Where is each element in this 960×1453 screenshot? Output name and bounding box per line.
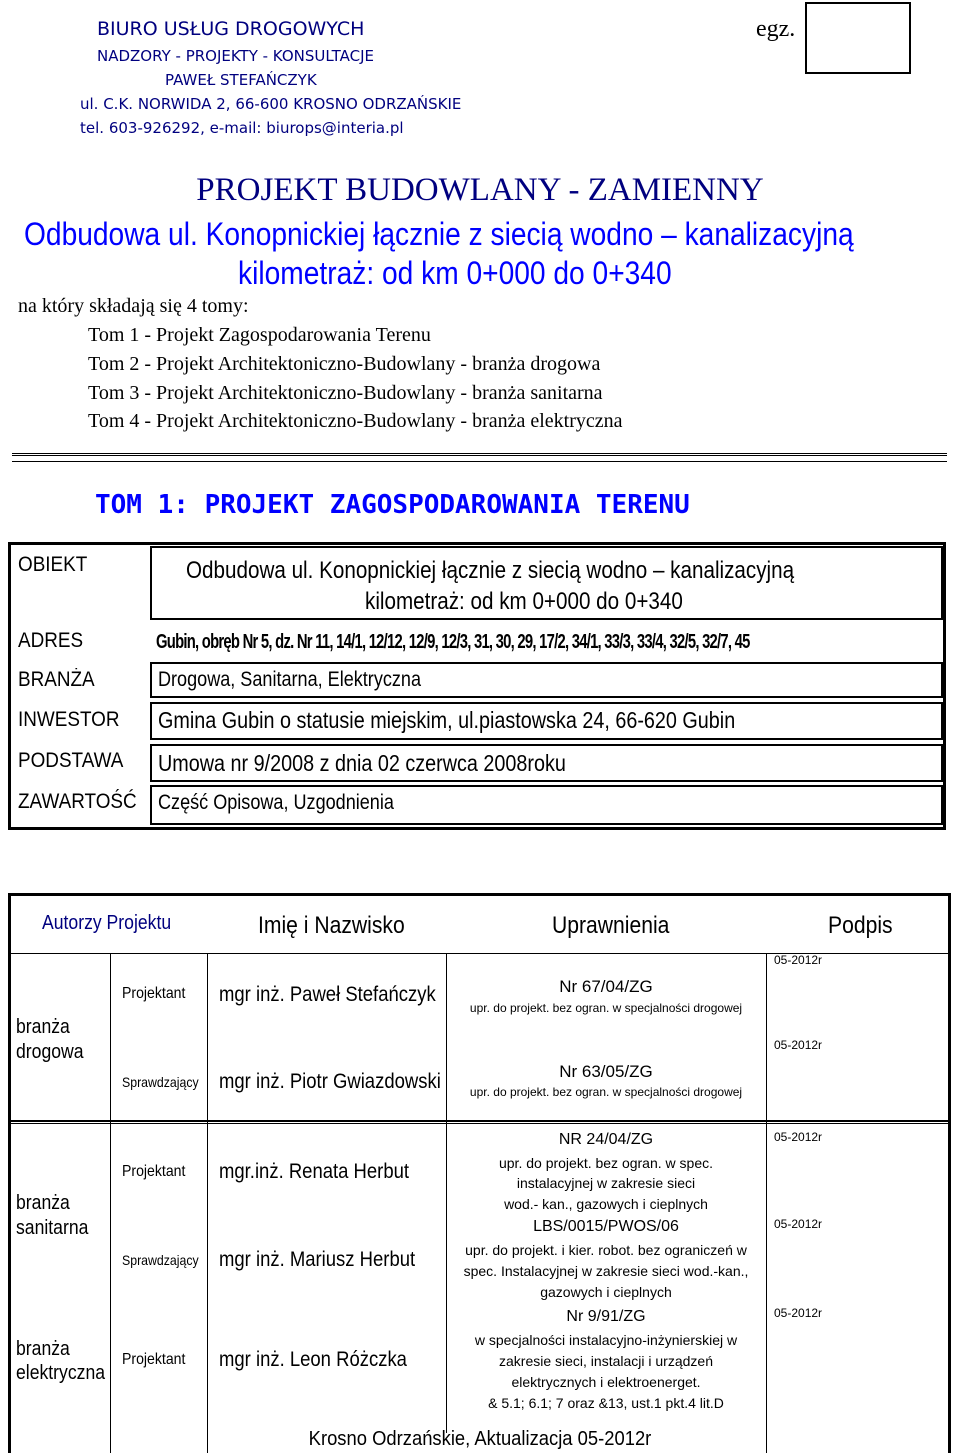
permission-desc: upr. do projekt. i kier. robot. bez ograniczeń w	[465, 1242, 747, 1258]
volumes-intro: na który składają się 4 tomy:	[18, 295, 249, 317]
author-name: mgr.inż. Renata Herbut	[219, 1160, 410, 1183]
branch-name: branża	[16, 1338, 70, 1360]
podstawa-value: Umowa nr 9/2008 z dnia 02 czerwca 2008roku	[158, 750, 566, 776]
branza-label: BRANŻA	[18, 668, 95, 691]
permission-desc: upr. do projekt. bez ogran. w specjalności drogowej	[469, 1001, 743, 1015]
volume-heading: TOM 1: PROJEKT ZAGOSPODAROWANIA TERENU	[95, 490, 690, 520]
permission-number: Nr 63/05/ZG	[559, 1062, 653, 1081]
zawartosc-label: ZAWARTOŚĆ	[18, 790, 137, 813]
role: Projektant	[122, 1351, 186, 1368]
volume-item: Tom 4 - Projekt Architektoniczno-Budowlany - branża elektryczna	[88, 410, 623, 432]
zawartosc-value: Część Opisowa, Uzgodnienia	[158, 791, 394, 814]
volume-item: Tom 1 - Projekt Zagospodarowania Terenu	[88, 324, 431, 346]
permission-number: Nr 67/04/ZG	[559, 977, 653, 996]
sign-date: 05-2012r	[774, 1038, 823, 1052]
inwestor-value: Gmina Gubin o statusie miejskim, ul.piastowska 24, 66-620 Gubin	[158, 707, 736, 733]
company-address: ul. C.K. NORWIDA 2, 66-600 KROSNO ODRZAŃSKIE	[80, 95, 462, 113]
footer-place-date: Krosno Odrzańskie, Aktualizacja 05-2012r	[308, 1428, 652, 1450]
role: Projektant	[122, 985, 186, 1002]
project-range: kilometraż: od km 0+000 do 0+340	[238, 255, 672, 291]
obiekt-line1: Odbudowa ul. Konopnickiej łącznie z siecią wodno – kanalizacyjną	[186, 557, 795, 584]
author-name: mgr inż. Piotr Gwiazdowski	[219, 1070, 441, 1093]
role: Sprawdzający	[122, 1252, 199, 1268]
permission-desc: zakresie sieci, instalacji i urządzeń	[499, 1353, 713, 1369]
sign-date: 05-2012r	[774, 953, 823, 967]
permission-desc: w specjalności instalacyjno-inżynierskiej w	[474, 1332, 738, 1348]
sign-date: 05-2012r	[774, 1306, 823, 1320]
company-contact: tel. 603-926292, e-mail: biurops@interia.pl	[80, 119, 404, 137]
section-divider	[12, 453, 947, 456]
header-authors: Autorzy Projektu	[42, 912, 172, 934]
branch-name: elektryczna	[16, 1362, 106, 1384]
inwestor-label: INWESTOR	[18, 708, 120, 731]
branch-name: branża	[16, 1192, 70, 1214]
copy-number-box	[805, 2, 911, 74]
obiekt-line2: kilometraż: od km 0+000 do 0+340	[365, 588, 683, 615]
role: Sprawdzający	[122, 1074, 199, 1090]
header-name: Imię i Nazwisko	[258, 912, 405, 939]
permission-number: LBS/0015/PWOS/06	[533, 1218, 679, 1235]
permission-number: NR 24/04/ZG	[558, 1131, 654, 1148]
adres-value: Gubin, obręb Nr 5, dz. Nr 11, 14/1, 12/12, 12/9, 12/3, 31, 30, 29, 17/2, 34/1, 33/3, 33/4, 32/5, 32/7, 45	[156, 631, 750, 653]
podstawa-label: PODSTAWA	[18, 749, 124, 772]
branch-name: branża	[16, 1016, 70, 1038]
author-name: mgr inż. Mariusz Herbut	[219, 1248, 416, 1271]
volume-item: Tom 3 - Projekt Architektoniczno-Budowlany - branża sanitarna	[88, 382, 603, 404]
permission-desc: elektrycznych i elektroenerget.	[511, 1374, 701, 1390]
permission-desc: upr. do projekt. bez ogran. w spec.	[498, 1155, 713, 1171]
branch-name: drogowa	[16, 1041, 84, 1063]
author-name: mgr inż. Leon Różczka	[219, 1348, 407, 1371]
project-title: PROJEKT BUDOWLANY - ZAMIENNY	[196, 172, 764, 208]
permission-desc: spec. Instalacyjnej w zakresie sieci wod.-kan.,	[463, 1263, 749, 1279]
adres-label: ADRES	[18, 629, 84, 652]
sign-date: 05-2012r	[774, 1217, 823, 1231]
project-subject: Odbudowa ul. Konopnickiej łącznie z siecią wodno – kanalizacyjną	[24, 216, 854, 252]
copy-label: egz.	[756, 16, 796, 42]
company-services: NADZORY - PROJEKTY - KONSULTACJE	[97, 47, 375, 65]
permission-desc: wod.- kan., gazowych i cieplnych	[504, 1196, 708, 1212]
company-name: BIURO USŁUG DROGOWYCH	[97, 18, 365, 40]
obiekt-label: OBIEKT	[18, 553, 88, 576]
sign-date: 05-2012r	[774, 1130, 823, 1144]
branch-name: sanitarna	[16, 1217, 89, 1239]
company-owner: PAWEŁ STEFAŃCZYK	[165, 71, 317, 89]
header-signature: Podpis	[828, 912, 893, 939]
author-name: mgr inż. Paweł Stefańczyk	[219, 983, 436, 1006]
permission-desc: instalacyjnej w zakresie sieci	[516, 1175, 696, 1191]
permission-desc: upr. do projekt. bez ogran. w specjalności drogowej	[469, 1085, 743, 1099]
permission-number: Nr 9/91/ZG	[566, 1308, 646, 1325]
permission-desc: gazowych i cieplnych	[540, 1284, 672, 1300]
section-divider	[12, 461, 947, 462]
role: Projektant	[122, 1163, 186, 1180]
volume-item: Tom 2 - Projekt Architektoniczno-Budowlany - branża drogowa	[88, 353, 601, 375]
branza-value: Drogowa, Sanitarna, Elektryczna	[158, 668, 421, 691]
permission-desc: & 5.1; 6.1; 7 oraz &13, ust.1 pkt.4 lit.D	[488, 1395, 724, 1411]
header-permissions: Uprawnienia	[552, 912, 670, 939]
